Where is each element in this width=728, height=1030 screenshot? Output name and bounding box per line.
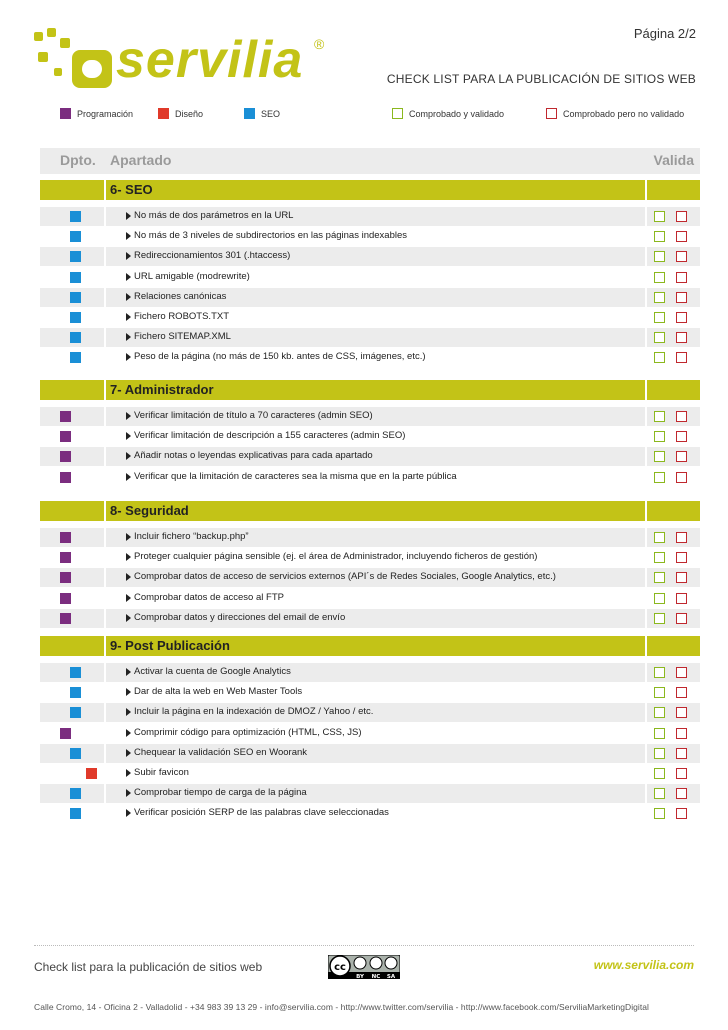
logo-dot: [54, 68, 62, 76]
department-seo-icon: [70, 231, 81, 242]
checklist-item-text: Dar de alta la web en Web Master Tools: [134, 686, 303, 698]
logo-dot: [38, 52, 48, 62]
legend-label: Diseño: [175, 108, 204, 119]
cc-label: NC: [371, 974, 381, 979]
bullet-arrow-icon: [126, 273, 131, 281]
logo-wordmark: servilia: [116, 31, 304, 89]
checklist-item-text: Incluir la página en la indexación de DMOZ / Yahoo / etc.: [134, 706, 374, 718]
department-programacion-icon: [60, 613, 71, 624]
bullet-arrow-icon: [126, 473, 131, 481]
document-title: CHECK LIST PARA LA PUBLICACIÓN DE SITIOS WEB: [386, 72, 696, 86]
department-programacion-icon: [60, 728, 71, 739]
validated-checkbox[interactable]: [654, 728, 665, 739]
department-seo-icon: [70, 251, 81, 262]
checklist-row: [40, 663, 700, 682]
validated-checkbox[interactable]: [654, 211, 665, 222]
checklist-item-text: Verificar limitación de título a 70 caracteres (admin SEO): [134, 410, 373, 421]
not-validated-checkbox[interactable]: [676, 312, 687, 323]
bullet-arrow-icon: [126, 614, 131, 622]
legend-programacion: [60, 108, 133, 119]
svg-text:cc: cc: [334, 962, 346, 973]
department-seo-icon: [70, 788, 81, 799]
blue-square-icon: [244, 108, 255, 119]
bullet-arrow-icon: [126, 809, 131, 817]
department-programacion-icon: [60, 532, 71, 543]
validated-checkbox[interactable]: [654, 431, 665, 442]
purple-square-icon: [60, 108, 71, 119]
checklist-row: [40, 227, 700, 246]
validated-checkbox[interactable]: [654, 552, 665, 563]
validated-checkbox[interactable]: [654, 808, 665, 819]
department-programacion-icon: [60, 411, 71, 422]
bullet-arrow-icon: [126, 432, 131, 440]
column-header-valida: Valida: [653, 152, 694, 168]
not-validated-checkbox[interactable]: [676, 272, 687, 283]
department-seo-icon: [70, 332, 81, 343]
not-validated-checkbox[interactable]: [676, 572, 687, 583]
footer-website-link[interactable]: www.servilia.com: [593, 958, 694, 972]
checklist-item-text: Comprobar datos de acceso al FTP: [134, 591, 284, 603]
checklist-item-text: Comprobar datos y direcciones del email de envío: [134, 611, 346, 623]
section-header: [40, 180, 700, 200]
checklist-item-text: Fichero ROBOTS.TXT: [134, 311, 230, 322]
bullet-arrow-icon: [126, 533, 131, 541]
checklist-item-text: Incluir fichero “backup.php”: [134, 531, 249, 542]
department-seo-icon: [70, 748, 81, 759]
not-validated-checkbox[interactable]: [676, 808, 687, 819]
checklist-item-text: URL amigable (modrewrite): [134, 270, 250, 282]
department-seo-icon: [70, 211, 81, 222]
bullet-arrow-icon: [126, 789, 131, 797]
checklist-item-text: Verificar limitación de descripción a 155 caracteres (admin SEO): [134, 430, 406, 442]
logo-dot: [34, 32, 43, 41]
checklist-item-text: Comprobar tiempo de carga de la página: [134, 787, 307, 799]
validated-checkbox[interactable]: [654, 251, 665, 262]
validated-checkbox[interactable]: [654, 272, 665, 283]
table-header: [40, 148, 700, 174]
bullet-arrow-icon: [126, 769, 131, 777]
bullet-arrow-icon: [126, 412, 131, 420]
department-programacion-icon: [60, 472, 71, 483]
section-header: [40, 380, 700, 400]
department-seo-icon: [70, 707, 81, 718]
servilia-logo: [34, 28, 334, 98]
bullet-arrow-icon: [126, 749, 131, 757]
department-seo-icon: [70, 312, 81, 323]
validated-checkbox[interactable]: [654, 593, 665, 604]
checklist-item-text: Comprobar datos de acceso de servicios externos (API´s de Redes Sociales, Google Analytics, etc.): [134, 571, 556, 583]
checklist-row: [40, 427, 700, 446]
not-validated-checkbox[interactable]: [676, 411, 687, 422]
department-seo-icon: [70, 667, 81, 678]
logo-dot: [60, 38, 70, 48]
not-validated-checkbox[interactable]: [676, 687, 687, 698]
column-header-dpto: Dpto.: [60, 152, 96, 168]
section-header: [40, 636, 700, 656]
validated-checkbox[interactable]: [654, 748, 665, 759]
department-seo-icon: [70, 808, 81, 819]
validated-checkbox[interactable]: [654, 332, 665, 343]
bullet-arrow-icon: [126, 333, 131, 341]
not-validated-checkbox[interactable]: [676, 231, 687, 242]
checklist-item-text: Proteger cualquier página sensible (ej. el área de Administrador, incluyendo ficheros de gestión): [134, 551, 538, 563]
validated-checkbox[interactable]: [654, 352, 665, 363]
legend-label: SEO: [261, 108, 281, 119]
validated-checkbox[interactable]: [654, 667, 665, 678]
validated-checkbox[interactable]: [654, 231, 665, 242]
footer-divider: [34, 945, 694, 946]
validated-checkbox[interactable]: [654, 451, 665, 462]
department-programacion-icon: [60, 431, 71, 442]
bullet-arrow-icon: [126, 668, 131, 676]
checklist-row: [40, 468, 700, 487]
checklist-row: [40, 683, 700, 702]
creative-commons-badge-icon: [328, 955, 400, 979]
validated-checkbox[interactable]: [654, 472, 665, 483]
validated-checkbox[interactable]: [654, 411, 665, 422]
checklist-row: [40, 447, 700, 466]
checklist-row: [40, 348, 700, 367]
registered-mark: ®: [314, 36, 325, 52]
bullet-arrow-icon: [126, 252, 131, 260]
bullet-arrow-icon: [126, 708, 131, 716]
bullet-arrow-icon: [126, 452, 131, 460]
checklist-row: [40, 784, 700, 803]
not-validated-checkbox[interactable]: [676, 472, 687, 483]
checklist-row: [40, 407, 700, 426]
department-programacion-icon: [60, 552, 71, 563]
validated-checkbox[interactable]: [654, 572, 665, 583]
red-square-icon: [158, 108, 169, 119]
cc-label: BY: [356, 974, 364, 979]
checklist-row: [40, 703, 700, 722]
bullet-arrow-icon: [126, 729, 131, 737]
checklist-row: [40, 207, 700, 226]
not-validated-checkbox[interactable]: [676, 292, 687, 303]
validated-checkbox[interactable]: [654, 687, 665, 698]
checklist-item-text: Verificar posición SERP de las palabras clave seleccionadas: [134, 807, 389, 819]
legend: [0, 108, 728, 126]
checklist-item-text: No más de dos parámetros en la URL: [134, 210, 294, 221]
not-validated-checkbox[interactable]: [676, 251, 687, 262]
not-validated-checkbox[interactable]: [676, 532, 687, 543]
validated-checkbox[interactable]: [654, 788, 665, 799]
checklist-item-text: Redireccionamientos 301 (.htaccess): [134, 250, 291, 262]
checklist-item-text: Relaciones canónicas: [134, 290, 227, 302]
checklist-item-text: Fichero SITEMAP.XML: [134, 331, 231, 343]
green-checkbox-icon: [392, 108, 403, 119]
department-diseno-icon: [86, 768, 97, 779]
checklist-item-text: No más de 3 niveles de subdirectorios en las páginas indexables: [134, 230, 408, 242]
department-programacion-icon: [60, 451, 71, 462]
checklist-row: [40, 288, 700, 307]
checklist-item-text: Subir favicon: [134, 767, 189, 778]
checklist-item-text: Peso de la página (no más de 150 kb. antes de CSS, imágenes, etc.): [134, 351, 426, 363]
not-validated-checkbox[interactable]: [676, 768, 687, 779]
not-validated-checkbox[interactable]: [676, 728, 687, 739]
bullet-arrow-icon: [126, 353, 131, 361]
checklist-row: [40, 548, 700, 567]
checklist-item-text: Verificar que la limitación de caracteres sea la misma que en la parte pública: [134, 470, 457, 482]
validated-checkbox[interactable]: [654, 768, 665, 779]
section-title: 7- Administrador: [110, 382, 214, 397]
bullet-arrow-icon: [126, 212, 131, 220]
checklist-row: [40, 528, 700, 547]
department-seo-icon: [70, 292, 81, 303]
not-validated-checkbox[interactable]: [676, 593, 687, 604]
legend-diseno: [158, 108, 203, 119]
section-header: [40, 501, 700, 521]
checklist-row: [40, 589, 700, 608]
not-validated-checkbox[interactable]: [676, 431, 687, 442]
checklist-row: [40, 724, 700, 743]
department-seo-icon: [70, 687, 81, 698]
not-validated-checkbox[interactable]: [676, 211, 687, 222]
legend-label: Comprobado y validado: [409, 108, 505, 119]
bullet-arrow-icon: [126, 553, 131, 561]
section-title: 8- Seguridad: [110, 503, 189, 518]
bullet-arrow-icon: [126, 594, 131, 602]
validated-checkbox[interactable]: [654, 312, 665, 323]
footer-address: Calle Cromo, 14 - Oficina 2 - Valladolid - +34 983 39 13 29 - info@servilia.com - http://www.twitter.com/servilia - http://www.facebook.com/ServiliaMarketingDigital: [34, 1002, 649, 1012]
validated-checkbox[interactable]: [654, 292, 665, 303]
legend-label: Programación: [77, 108, 134, 119]
checklist-item-text: Chequear la validación SEO en Woorank: [134, 746, 308, 758]
not-validated-checkbox[interactable]: [676, 552, 687, 563]
legend-ko: [546, 108, 684, 119]
legend-label: Comprobado pero no validado: [563, 108, 685, 119]
legend-ok: [392, 108, 504, 119]
cc-label: SA: [386, 974, 396, 979]
checklist-row: [40, 568, 700, 587]
checklist-row: [40, 744, 700, 763]
not-validated-checkbox[interactable]: [676, 667, 687, 678]
checklist-row: [40, 764, 700, 783]
legend-seo: [244, 108, 280, 119]
department-seo-icon: [70, 272, 81, 283]
checklist-item-text: Comprimir código para optimización (HTML, CSS, JS): [134, 726, 362, 738]
logo-dot: [47, 28, 56, 37]
not-validated-checkbox[interactable]: [676, 332, 687, 343]
checklist-row: [40, 609, 700, 628]
column-header-apartado: Apartado: [110, 152, 172, 168]
department-programacion-icon: [60, 572, 71, 583]
bullet-arrow-icon: [126, 688, 131, 696]
checklist-row: [40, 328, 700, 347]
section-title: 9- Post Publicación: [110, 638, 230, 653]
page-number: Página 2/2: [633, 26, 696, 41]
checklist-item-text: Añadir notas o leyendas explicativas para cada apartado: [134, 450, 373, 462]
checklist-item-text: Activar la cuenta de Google Analytics: [134, 666, 291, 677]
bullet-arrow-icon: [126, 293, 131, 301]
department-seo-icon: [70, 352, 81, 363]
not-validated-checkbox[interactable]: [676, 748, 687, 759]
not-validated-checkbox[interactable]: [676, 451, 687, 462]
section-title: 6- SEO: [110, 182, 153, 197]
red-checkbox-icon: [546, 108, 557, 119]
checklist-row: [40, 268, 700, 287]
not-validated-checkbox[interactable]: [676, 613, 687, 624]
not-validated-checkbox[interactable]: [676, 788, 687, 799]
logo-block-hole: [82, 60, 102, 78]
validated-checkbox[interactable]: [654, 532, 665, 543]
not-validated-checkbox[interactable]: [676, 707, 687, 718]
bullet-arrow-icon: [126, 232, 131, 240]
bullet-arrow-icon: [126, 573, 131, 581]
validated-checkbox[interactable]: [654, 613, 665, 624]
not-validated-checkbox[interactable]: [676, 352, 687, 363]
checklist-row: [40, 308, 700, 327]
checklist-row: [40, 804, 700, 823]
validated-checkbox[interactable]: [654, 707, 665, 718]
checklist-row: [40, 247, 700, 266]
footer-title: Check list para la publicación de sitios web: [34, 960, 263, 974]
department-programacion-icon: [60, 593, 71, 604]
bullet-arrow-icon: [126, 313, 131, 321]
